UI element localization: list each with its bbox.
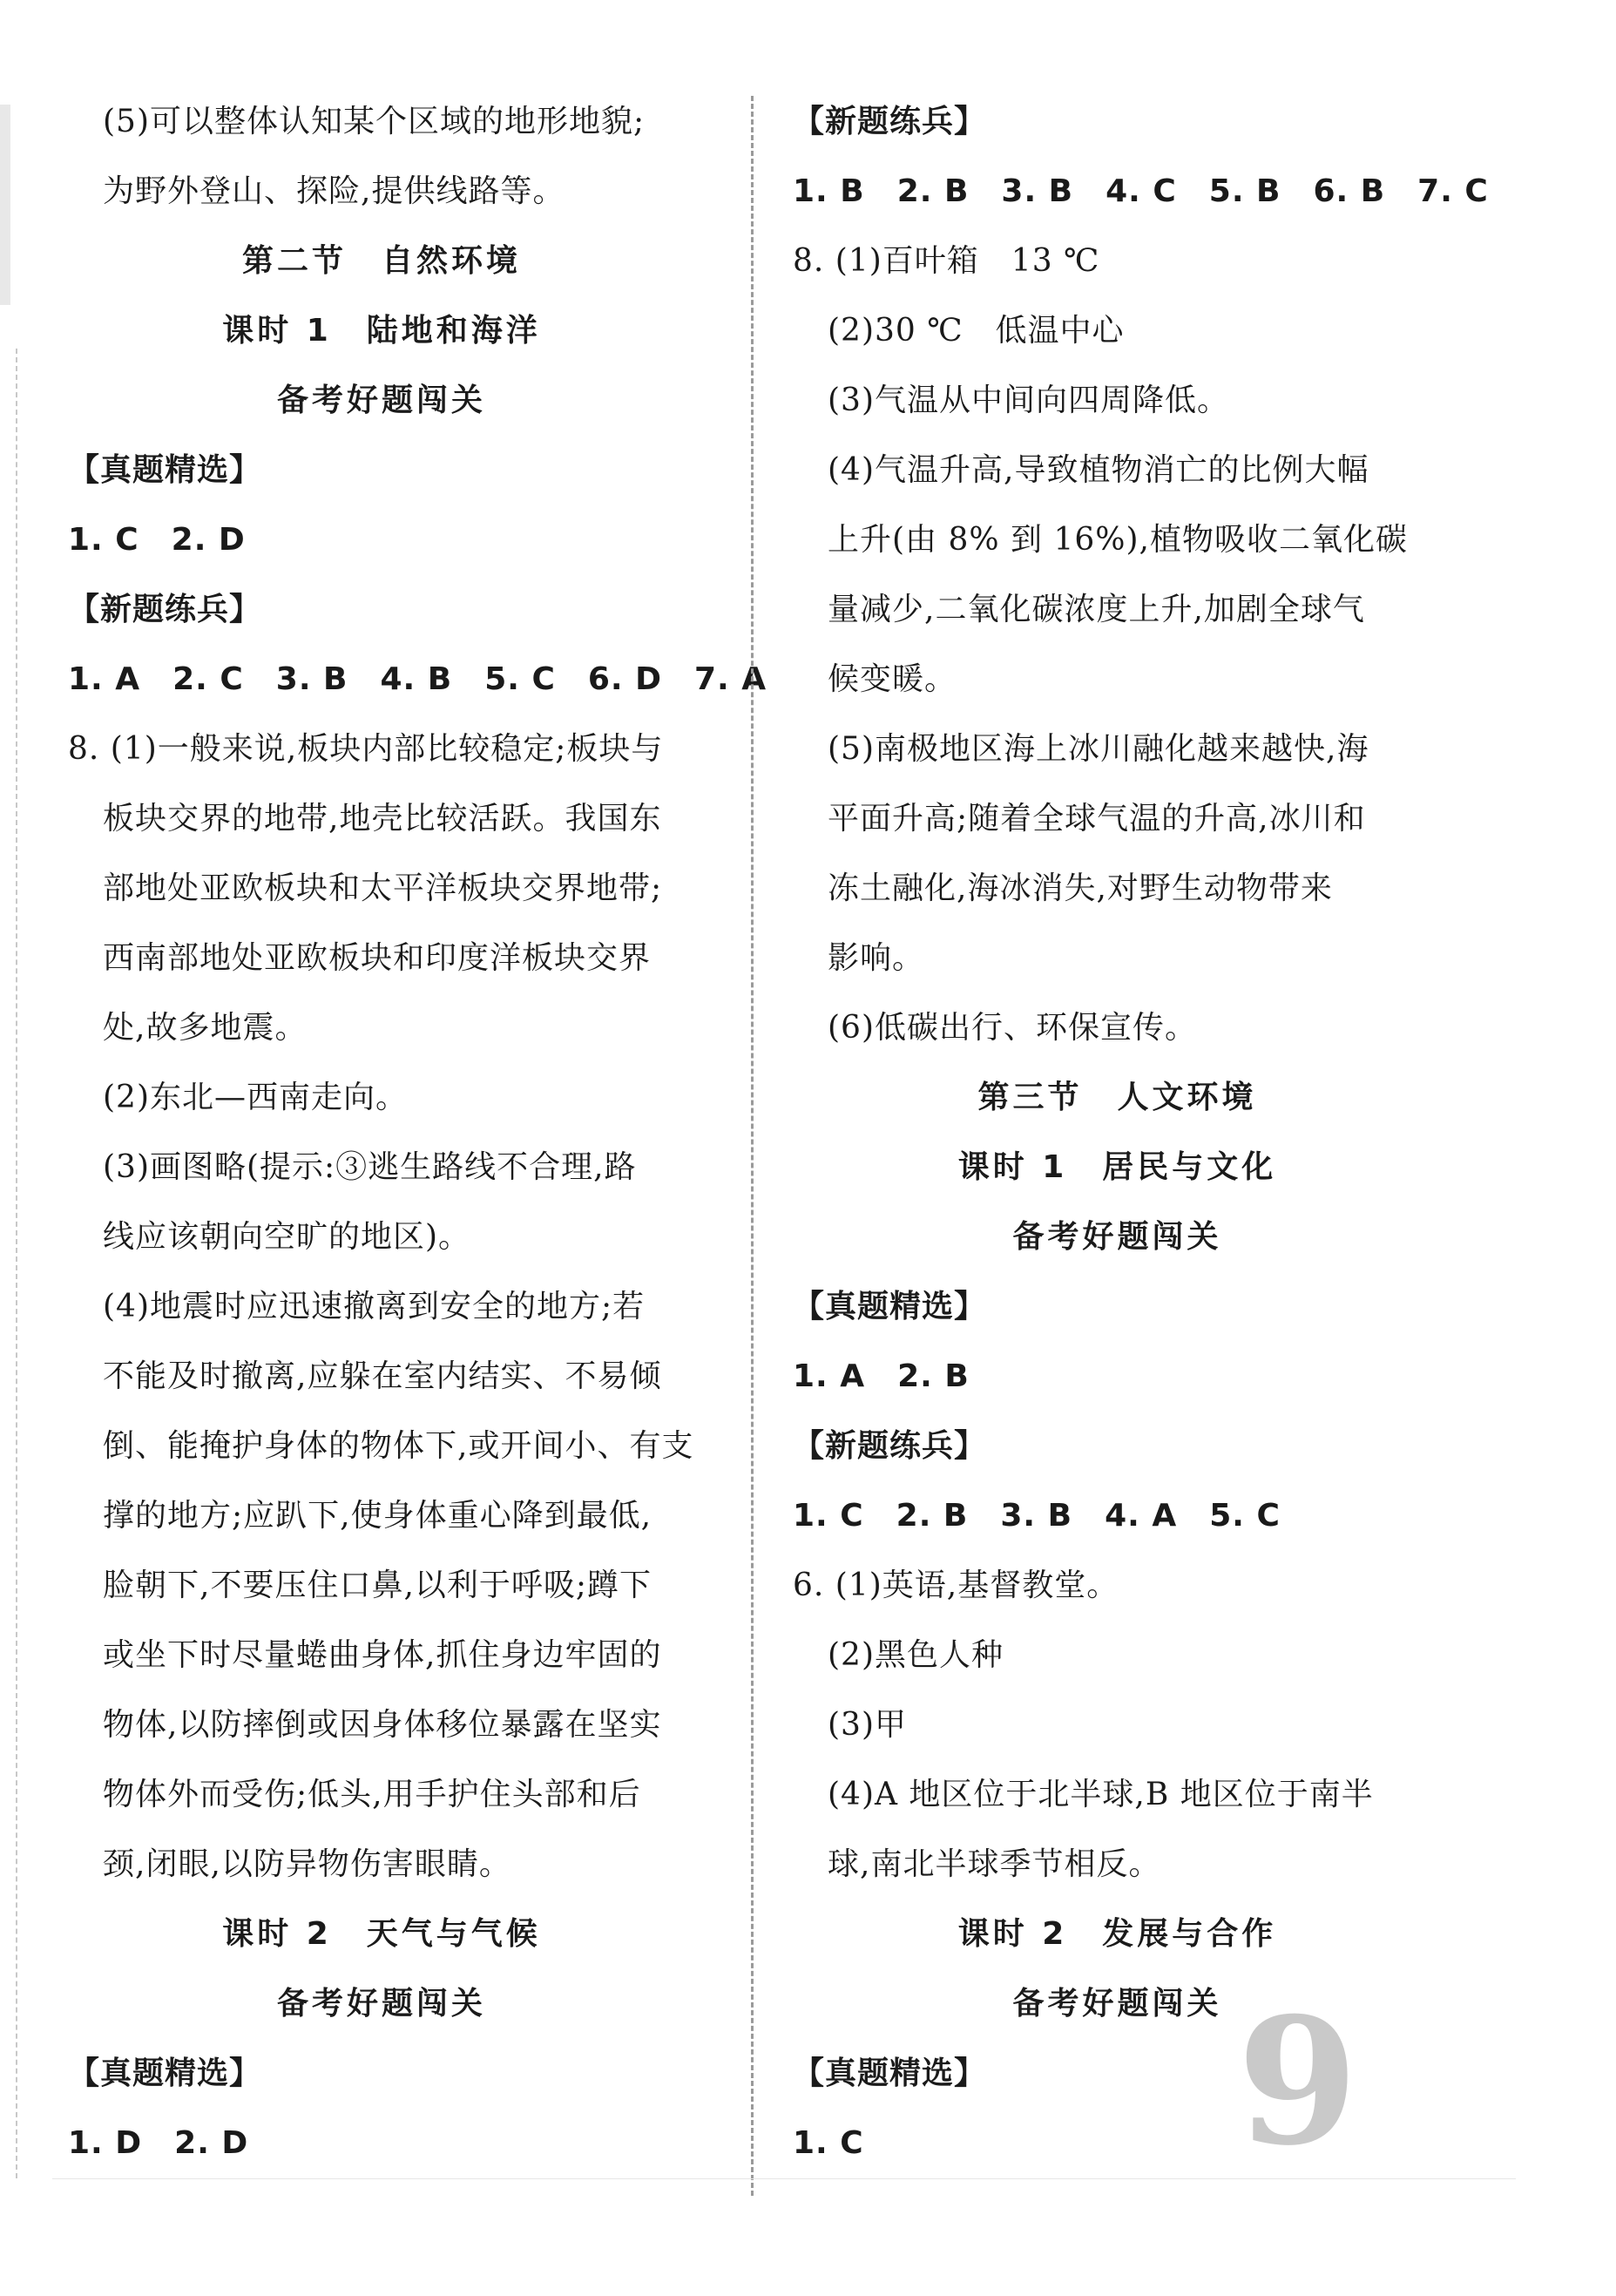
right-answer-row: 1. B 2. B 3. B 4. C 5. B 6. B 7. C [793, 173, 1489, 209]
left-column [68, 87, 767, 2178]
right-section-heading: 备考好题闯关 [1012, 1986, 1222, 2022]
right-section-tag: 【新题练兵】 [793, 1428, 987, 1464]
right-section-heading: 课时 1 居民与文化 [957, 1149, 1277, 1185]
left-line: 板块交界的地带,地壳比较活跃。我国东 [103, 801, 662, 836]
left-line: 部地处亚欧板块和太平洋板块交界地带; [103, 870, 663, 906]
left-line: 处,故多地震。 [103, 1010, 308, 1046]
left-line: 线应该朝向空旷的地区)。 [103, 1219, 471, 1255]
left-line: 为野外登山、探险,提供线路等。 [103, 173, 565, 209]
right-line: 6. (1)英语,基督教堂。 [793, 1568, 1119, 1603]
left-line: 不能及时撤离,应躲在室内结实、不易倾 [103, 1358, 662, 1394]
left-line: (5)可以整体认知某个区域的地形地貌; [103, 104, 646, 139]
left-line: 物体,以防摔倒或因身体移位暴露在坚实 [103, 1707, 662, 1743]
right-line: 量减少,二氧化碳浓度上升,加剧全球气 [828, 592, 1365, 627]
left-answer-row: 1. A 2. C 3. B 4. B 5. C 6. D 7. A [68, 661, 767, 697]
right-section-tag: 【新题练兵】 [793, 104, 987, 139]
left-section-heading: 备考好题闯关 [276, 383, 486, 418]
right-line: (5)南极地区海上冰川融化越来越快,海 [828, 731, 1369, 767]
right-answer-row: 1. A 2. B [793, 1358, 970, 1394]
left-answer-row: 1. C 2. D [68, 522, 246, 558]
right-line: 候变暖。 [828, 661, 957, 697]
left-answer-row: 1. D 2. D [68, 2125, 249, 2161]
right-section-heading: 第三节 人文环境 [977, 1080, 1257, 1115]
right-section-tag: 【真题精选】 [793, 2056, 987, 2091]
page-number: 9 [1237, 1980, 1359, 2184]
left-section-heading: 课时 2 天气与气候 [222, 1916, 541, 1952]
left-section-heading: 第二节 自然环境 [241, 243, 521, 279]
right-column [793, 87, 1489, 2184]
right-line: 平面升高;随着全球气温的升高,冰川和 [828, 801, 1366, 836]
left-line: (2)东北—西南走向。 [103, 1080, 408, 1115]
left-line: (3)画图略(提示:③逃生路线不合理,路 [103, 1149, 637, 1185]
left-line: 8. (1)一般来说,板块内部比较稳定;板块与 [68, 731, 664, 767]
left-section-heading: 课时 1 陆地和海洋 [222, 313, 541, 349]
right-section-tag: 【真题精选】 [793, 1289, 987, 1324]
right-line: 冻土融化,海冰消失,对野生动物带来 [828, 870, 1333, 906]
left-line: (4)地震时应迅速撤离到安全的地方;若 [103, 1289, 646, 1324]
right-line: (2)30 ℃ 低温中心 [828, 313, 1125, 349]
left-section-tag: 【真题精选】 [68, 452, 262, 488]
right-line: (4)A 地区位于北半球,B 地区位于南半 [828, 1777, 1374, 1812]
right-line: 影响。 [828, 940, 925, 976]
footer-rule [52, 2178, 1516, 2179]
right-section-heading: 备考好题闯关 [1012, 1219, 1222, 1255]
right-section-heading: 课时 2 发展与合作 [957, 1916, 1277, 1952]
left-section-tag: 【新题练兵】 [68, 592, 262, 627]
right-line: (3)气温从中间向四周降低。 [828, 383, 1229, 418]
left-line: 颈,闭眼,以防异物伤害眼睛。 [103, 1846, 511, 1882]
left-margin-dashed-line [16, 349, 17, 2178]
right-line: (3)甲 [828, 1707, 907, 1743]
right-answer-row: 1. C 2. B 3. B 4. A 5. C [793, 1498, 1281, 1534]
scan-edge-mark [0, 105, 10, 305]
left-line: 物体外而受伤;低头,用手护住头部和后 [103, 1777, 641, 1812]
left-line: 或坐下时尽量蜷曲身体,抓住身边牢固的 [103, 1637, 662, 1673]
left-line: 西南部地处亚欧板块和印度洋板块交界 [103, 940, 652, 976]
right-line: (2)黑色人种 [828, 1637, 1004, 1673]
right-line: 球,南北半球季节相反。 [828, 1846, 1161, 1882]
column-divider [751, 96, 754, 2196]
right-line: (6)低碳出行、环保宣传。 [828, 1010, 1197, 1046]
right-answer-row: 1. C [793, 2125, 864, 2161]
right-line: 上升(由 8% 到 16%),植物吸收二氧化碳 [828, 522, 1408, 558]
left-line: 脸朝下,不要压住口鼻,以利于呼吸;蹲下 [103, 1568, 652, 1603]
right-line: 8. (1)百叶箱 13 ℃ [793, 243, 1100, 279]
left-section-heading: 备考好题闯关 [276, 1986, 486, 2022]
right-line: (4)气温升高,导致植物消亡的比例大幅 [828, 452, 1369, 488]
left-line: 撑的地方;应趴下,使身体重心降到最低, [103, 1498, 652, 1534]
left-section-tag: 【真题精选】 [68, 2056, 262, 2091]
left-line: 倒、能掩护身体的物体下,或开间小、有支 [103, 1428, 694, 1464]
